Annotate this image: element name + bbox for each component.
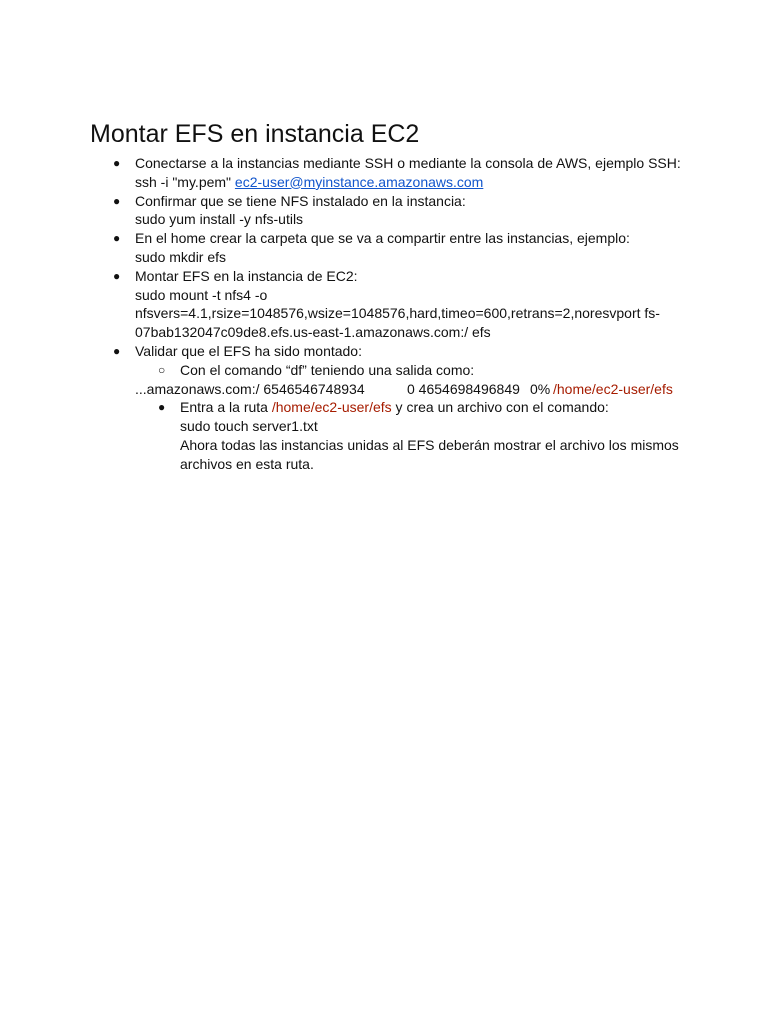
page-title: Montar EFS en instancia EC2 [90,120,420,148]
df-output-line [0,380,768,399]
df-output-path: /home/ec2-user/efs [553,380,673,397]
bullet-icon: ● [113,343,121,358]
substep-text: Con el comando “df” teniendo una salida como: [180,361,475,378]
df-output-used: 0 4654698496849 [407,380,520,397]
efs-path: /home/ec2-user/efs [271,399,392,416]
bullet-icon: ● [113,231,121,246]
substep-text [180,398,609,417]
bullet-icon: ● [113,193,121,208]
bullet-icon: ● [113,156,121,170]
step-text: Conectarse a la instancias mediante SSH o mediante la consola de AWS, ejemplo SSH: [135,155,681,171]
list-item [0,342,768,361]
ssh-command-prefix: ssh -i "my.pem" [135,173,235,190]
sub-list-item [0,361,768,380]
bullet-icon: ● [113,268,121,283]
command-line [0,417,768,436]
yum-command: sudo yum install -y nfs-utils [135,211,304,228]
mount-command-line-3: 07bab132047c09de8.efs.us-east-1.amazonaws.com:/ efs [135,324,491,341]
note-text-line-2: archivos en esta ruta. [180,455,314,472]
df-output-host: ...amazonaws.com:/ 6546546748934 [135,380,365,397]
ssh-command [135,173,483,192]
step-text: Montar EFS en la instancia de EC2: [135,267,358,284]
sub-sub-list-item [0,398,768,417]
steps-list [0,154,768,474]
list-item [0,192,768,211]
mkdir-command: sudo mkdir efs [135,248,227,265]
mount-command-line-2: nfsvers=4.1,rsize=1048576,wsize=1048576,hard,timeo=600,retrans=2,noresvport fs- [135,305,660,322]
list-item [0,267,768,286]
list-item [0,154,768,173]
step-text: Confirmar que se tiene NFS instalado en la instancia: [135,192,466,209]
note-line [0,436,768,455]
ssh-host-link[interactable]: ec2-user@myinstance.amazonaws.com [234,173,484,190]
list-item [0,229,768,248]
bullet-icon: ● [158,400,166,415]
command-line [0,323,768,342]
command-line [0,304,768,323]
touch-command: sudo touch server1.txt [180,418,318,435]
command-line [0,210,768,229]
note-line [0,455,768,474]
df-output-pct: 0% [530,380,551,397]
step-text: Validar que el EFS ha sido montado: [135,342,362,359]
mount-command-line-1: sudo mount -t nfs4 -o [135,286,268,303]
substep-text-before: Entra a la ruta [180,399,272,416]
step-text: En el home crear la carpeta que se va a compartir entre las instancias, ejemplo: [135,230,630,247]
command-line [0,286,768,305]
circle-bullet-icon: ○ [158,362,166,377]
command-line [0,248,768,267]
substep-text-after: y crea un archivo con el comando: [391,399,609,416]
note-text-line-1: Ahora todas las instancias unidas al EFS deberán mostrar el archivo los mismos [180,436,679,453]
command-line [0,173,768,192]
